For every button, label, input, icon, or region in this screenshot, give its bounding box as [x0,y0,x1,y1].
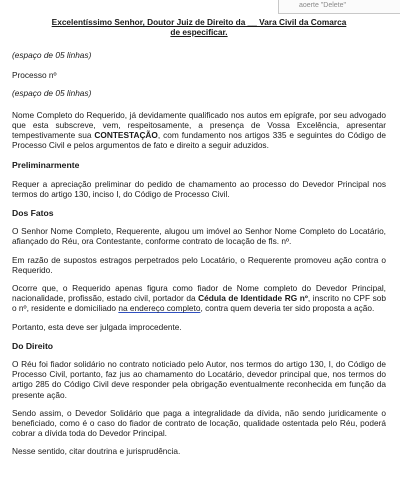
fatos-paragraph-1: O Senhor Nome Completo, Requerente, alugou um imóvel ao Senhor Nome Completo do Locatário, afiançado do Réu, ora Contestante, conforme contrato de locação de fls. nº. [12,226,386,247]
fatos-p3-text-e: , contra quem deveria ter sido proposta a ação. [200,303,375,314]
fatos-p3-text-a: Ocorre que, o Requerido apenas figura como fiador de Nome completo do Devedor Principal, nacionalidade, profissão, estado civil, portador da [12,283,386,304]
intro-paragraph [12,110,386,151]
intro-text-end: , com fundamento nos artigos 335 e seguintes do Código de Processo Civil e pelos argumentos de fato e direito a seguir aduzidos. [12,130,386,151]
heading-fatos: Dos Fatos [12,208,54,219]
preliminar-paragraph: Requer a apreciação preliminar do pedido de chamamento ao processo do Devedor Principal nos termos do artigo 130, inciso I, do Código de Processo Civil. [12,178,386,199]
address-link[interactable]: na endereço completo [118,303,201,314]
delete-hint-note: aoerte "Delete" [278,0,400,14]
fatos-paragraph-2: Em razão de supostos estragos perpetrados pelo Locatário, o Requerente promoveu ação contra o Requerido. [12,254,386,275]
intro-text-start: Nome Completo do Requerido, já devidamente qualificado nos autos em epígrafe, por seu advogado que esta subscreve, vem, respeitosamente, a presença de Vossa Excelência, apresentar tempestivamente sua [12,109,386,141]
heading-preliminar: Preliminarmente [12,160,80,171]
contestacao-bold: CONTESTAÇÃO [94,130,158,141]
fatos-paragraph-4: Portanto, esta deve ser julgada improcedente. [12,321,182,332]
header-line-2: de especificar. [170,27,228,37]
fatos-paragraph-3 [12,283,386,314]
header-line-1: Excelentíssimo Senhor, Doutor Juiz de Direito da __ Vara Civil da Comarca [51,17,347,27]
direito-paragraph-1: O Réu foi fiador solidário no contrato noticiado pelo Autor, nos termos do artigo 130, I, do Código de Processo Civil, portanto, faz jus ao chamamento do Locatário, devedor principal que, nos termos do artigo 285 do Código Civil deve responder pela obrigação eventualmente reconhecida em função da presente ação. [12,359,386,400]
document-header [12,17,386,37]
fatos-p3-text-c: , inscrito no CPF sob o nº, residente e domiciliado [12,293,386,314]
direito-paragraph-3: Nesse sentido, citar doutrina e jurisprudência. [12,446,181,457]
document-body [12,17,386,457]
spacing-note-1: (espaço de 05 linhas) [12,50,92,60]
spacing-note-2: (espaço de 05 linhas) [12,88,92,99]
direito-paragraph-2: Sendo assim, o Devedor Solidário que paga a integralidade da dívida, não sendo juridicamente o beneficiado, como é o caso do fiador de contrato de locação, qualidade ostentada pelo Réu, poderá cobrar a dívida toda do Devedor Principal. [12,407,386,439]
rg-bold: Cédula de Identidade RG nº [198,293,308,304]
heading-direito: Do Direito [12,340,54,351]
processo-line: Processo nº [12,70,57,81]
